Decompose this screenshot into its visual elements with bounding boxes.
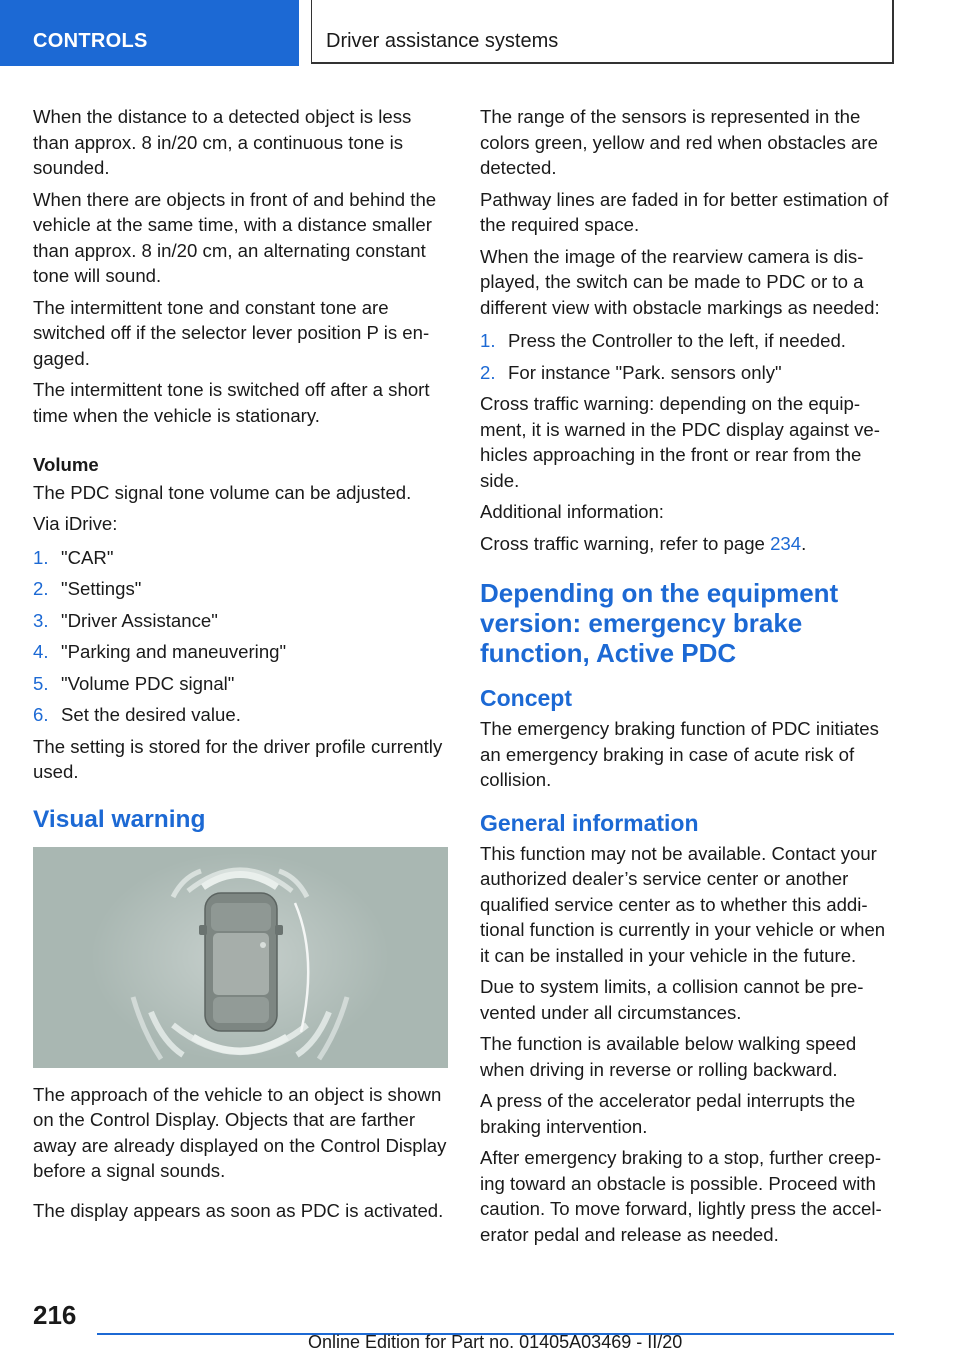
list-item [33,576,449,602]
step-number: 1. [480,330,496,351]
general-information-heading: General information [480,809,699,836]
visual-warning-heading: Visual warning [33,805,206,833]
paragraph: Pathway lines are faded in for better estimation of the required space. [480,188,889,235]
paragraph: When the distance to a detected object is less than approx. 8 in/20 cm, a continuous tone is sounded. [33,106,412,178]
step-number: 4. [33,641,49,662]
step-number: 5. [33,672,49,694]
paragraph: A press of the accelerator pedal interrupts the braking intervention. [480,1090,856,1137]
step-number: 3. [33,609,49,631]
idrive-steps-list [33,545,449,728]
paragraph: Due to system limits, a collision cannot be prevented under all circumstances. [480,976,864,1023]
step-number: 1. [33,546,49,568]
step-text: Set the desired value. [61,704,241,725]
header-chapter-label: Driver assistance systems [326,30,559,52]
step-text: "CAR" [61,546,114,568]
paragraph: After emergency braking to a stop, further creeping toward an obstacle is possible. Proceed with caution. To move forward, lightly press the accelerator pedal and release as needed. [480,1147,882,1245]
step-text: "Settings" [61,578,142,599]
volume-heading: Volume [33,454,99,475]
paragraph [480,531,898,557]
list-item [33,671,449,697]
list-item [480,360,898,386]
visual-warning-activation-text: The display appears as soon as PDC is activated. [33,1199,444,1221]
step-text: "Parking and maneuvering" [61,641,287,662]
header-section-tab [0,0,299,66]
paragraph: Cross traffic warning: depending on the equipment, it is warned in the PDC display against vehicles approaching in the front or rear from the side. [480,393,880,491]
reference-text: Cross traffic warning, refer to page [480,532,771,554]
paragraph: The intermittent tone is switched off after a short time when the vehicle is stationary. [33,379,430,426]
emergency-brake-heading: Depending on the equipment version: emergency brake function, Active PDC [480,578,839,668]
volume-text: The PDC signal tone volume can be adjusted. [33,481,412,503]
footer-edition-text: Online Edition for Part no. 01405A03469 - II/20 [308,1332,683,1352]
list-item [33,608,449,634]
step-text: "Volume PDC signal" [61,672,235,694]
paragraph: Additional information: [480,501,664,522]
reference-suffix: . [801,532,807,554]
step-text: Press the Controller to the left, if needed. [508,330,846,351]
paragraph: This function may not be available. Contact your authorized dealer’s service center or another qualified service center as to whether this additional function is currently in your vehicle or when it can be installed in your vehicle in the future. [480,842,886,966]
paragraph: The range of the sensors is represented in the colors green, yellow and red when obstacles are detected. [480,106,878,178]
stored-text: The setting is stored for the driver profile currently used. [33,735,443,782]
left-column [33,104,449,1229]
view-switch-steps-list [480,328,898,385]
list-item [33,702,449,728]
step-text: For instance "Park. sensors only" [508,361,782,383]
step-number: 2. [33,578,49,599]
list-item [33,545,449,571]
right-column [480,104,898,1253]
pdc-display-illustration [33,847,448,1068]
header-section-label: CONTROLS [33,30,148,52]
paragraph: When there are objects in front of and behind the vehicle at the same time, with a distance smaller than approx. 8 in/20 cm, an alternating constant tone will sound. [33,188,437,286]
paragraph: The function is available below walking speed when driving in reverse or rolling backward. [480,1033,857,1080]
concept-heading: Concept [480,685,572,711]
pdc-car-sensor-image [33,847,448,1068]
concept-text: The emergency braking function of PDC initiates an emergency braking in case of acute risk of collision. [480,718,879,790]
paragraph: When the image of the rearview camera is displayed, the switch can be made to PDC or to a different view with obstacle markings as needed: [480,245,880,318]
step-text: "Driver Assistance" [61,609,218,631]
header-chapter-tab [311,0,894,64]
via-idrive-text: Via iDrive: [33,513,118,534]
page-number: 216 [33,1300,77,1330]
step-number: 6. [33,704,49,725]
list-item [480,328,898,354]
step-number: 2. [480,361,496,383]
list-item [33,639,449,665]
page-reference-link[interactable]: 234 [770,532,802,554]
paragraph: The intermittent tone and constant tone are switched off if the selector lever position P is engaged. [33,296,430,369]
visual-warning-text: The approach of the vehicle to an object is shown on the Control Display. Objects that are farther away are already displayed on the Control Display before a signal sounds. [33,1083,447,1181]
